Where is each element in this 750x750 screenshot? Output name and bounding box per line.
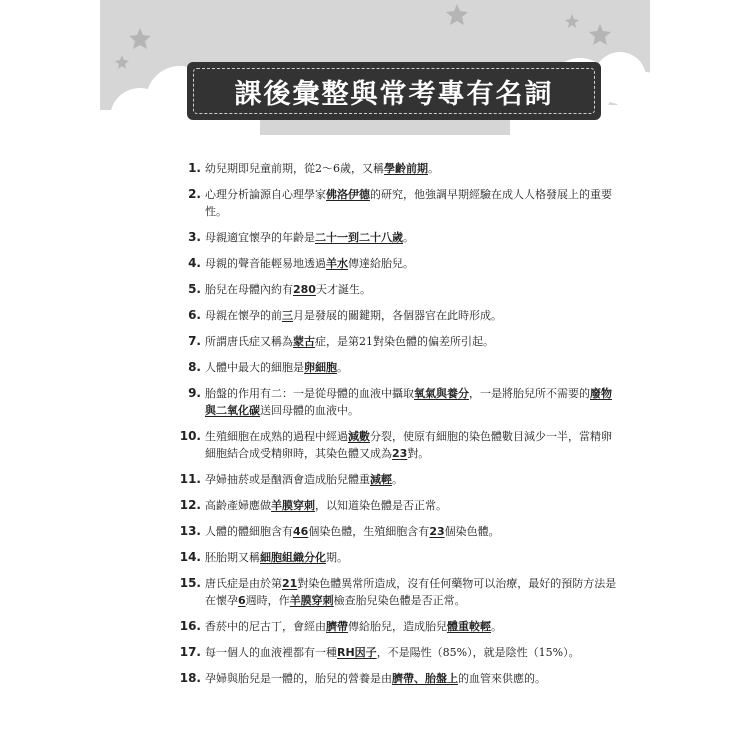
item-text [205, 359, 618, 376]
item-number: 3. [188, 230, 201, 244]
item-text [205, 471, 618, 488]
list-item [178, 497, 618, 514]
item-text [205, 428, 618, 462]
key-term: 蒙古 [293, 335, 315, 348]
item-text-part: 母親在懷孕的前 [205, 309, 282, 322]
item-number: 17. [179, 645, 201, 659]
item-number: 9. [188, 386, 201, 400]
item-text-part: 孕婦與胎兒是一體的，胎兒的營養是由 [205, 672, 392, 685]
item-text-part: 生殖細胞在成熟的過程中經過 [205, 430, 348, 443]
item-text-part: 天才誕生。 [315, 283, 371, 296]
key-term: 二十一到二十八歲 [315, 231, 403, 244]
key-term: 三 [282, 309, 293, 322]
item-text-part: 期。 [326, 551, 348, 564]
page-title: 課後彙整與常考專有名詞 [234, 78, 554, 110]
item-number: 12. [179, 498, 201, 512]
item-number: 8. [188, 360, 201, 374]
key-term: 卵細胞 [304, 361, 337, 374]
item-text-part: 香菸中的尼古丁，會經由 [205, 620, 326, 633]
list-item [178, 186, 618, 220]
item-text-part: 月是發展的關鍵期，各個器官在此時形成。 [293, 309, 502, 322]
item-text [205, 307, 618, 324]
item-number: 7. [188, 334, 201, 348]
list-item [178, 644, 618, 661]
item-text [205, 523, 618, 540]
list-item [178, 359, 618, 376]
item-text-part: 幼兒期即兒童前期，從2～6歲，又稱 [205, 162, 384, 175]
item-text [205, 255, 618, 272]
item-text-part: 孕婦抽菸或是酗酒會造成胎兒體重 [205, 473, 370, 486]
item-number: 14. [179, 550, 201, 564]
key-term: 氧氣與養分 [414, 387, 469, 400]
item-text-part: 傳給胎兒，造成胎兒 [348, 620, 447, 633]
item-text [205, 333, 618, 350]
star-icon [446, 4, 468, 25]
list-item [178, 229, 618, 246]
item-text-part: 人體中最大的細胞是 [205, 361, 304, 374]
key-term: 46 [293, 525, 309, 538]
item-text-part: 症，是第21對染色體的偏差所引起。 [315, 335, 494, 348]
list-item [178, 670, 618, 687]
item-text-part: 傳達給胎兒。 [348, 257, 414, 270]
key-term: 學齡前期 [384, 162, 428, 175]
item-number: 13. [179, 524, 201, 538]
key-term: 羊水 [326, 257, 348, 270]
item-text-part: ，不是陽性（85%），就是陰性（15%）。 [376, 646, 580, 659]
key-term: 臍帶、胎盤上 [392, 672, 458, 685]
item-text-part: 母親適宜懷孕的年齡是 [205, 231, 315, 244]
item-text [205, 497, 618, 514]
item-text-part: 。 [337, 361, 348, 374]
item-text-part: 對染色體異常所造成，沒有任何藥物可以治療，最好的預防方法是在懷孕 [205, 577, 617, 607]
key-term: 羊膜穿刺 [289, 594, 334, 607]
item-text-part: 。 [428, 162, 439, 175]
key-term: 佛洛伊德 [326, 188, 370, 201]
list-item [178, 385, 618, 419]
item-text [205, 644, 618, 661]
key-term: 21 [282, 577, 298, 590]
item-text [205, 575, 618, 609]
list-item [178, 160, 618, 177]
list-item [178, 575, 618, 609]
list-item [178, 281, 618, 298]
key-term: 羊膜穿刺 [271, 499, 315, 512]
key-term: RH因子 [337, 646, 377, 659]
item-text-part: 個染色體。 [444, 525, 500, 538]
list-item [178, 549, 618, 566]
key-term: 減數 [348, 430, 370, 443]
item-text-part: 高齡產婦應做 [205, 499, 271, 512]
key-term: 臍帶 [326, 620, 348, 633]
item-number: 6. [188, 308, 201, 322]
item-text-part: 胚胎期又稱 [205, 551, 260, 564]
item-number: 1. [188, 161, 201, 175]
item-text-part: 送回母體的血液中。 [260, 404, 359, 417]
item-text-part: 的血管來供應的。 [458, 672, 546, 685]
item-number: 2. [188, 187, 201, 201]
item-text-part: 分裂，使原有細胞的染色體數目減少一半，當精卵細胞結合成受精卵時，其染色體又成為 [205, 430, 612, 460]
item-text-part: 。 [392, 473, 403, 486]
list-item [178, 333, 618, 350]
list-item [178, 307, 618, 324]
item-number: 10. [179, 429, 201, 443]
item-number: 11. [179, 472, 201, 486]
item-text-part: 所謂唐氏症又稱為 [205, 335, 293, 348]
item-number: 16. [179, 619, 201, 633]
star-icon [115, 55, 129, 69]
star-icon [129, 28, 151, 49]
item-text [205, 670, 618, 687]
key-term: 23 [392, 447, 408, 460]
item-number: 5. [188, 282, 201, 296]
item-text [205, 618, 618, 635]
item-text-part: 檢查胎兒染色體是否正常。 [333, 594, 466, 607]
list-item [178, 618, 618, 635]
title-box [187, 62, 601, 120]
item-number: 15. [179, 576, 201, 590]
list-item [178, 523, 618, 540]
key-term: 280 [293, 283, 316, 296]
item-text-part: 母親的聲音能輕易地透過 [205, 257, 326, 270]
item-text [205, 385, 618, 419]
item-text-part: 週時，作 [245, 594, 290, 607]
item-text-part: 的研究，他強調早期經驗在成人人格發展上的重要性。 [205, 188, 612, 218]
list-item [178, 471, 618, 488]
item-text-part: 人體的體細胞含有 [205, 525, 293, 538]
item-text-part: 個染色體，生殖細胞含有 [308, 525, 430, 538]
list-item [178, 428, 618, 462]
item-text [205, 229, 618, 246]
item-number: 4. [188, 256, 201, 270]
list-item [178, 255, 618, 272]
star-icon [589, 24, 611, 45]
item-text-part: 胎盤的作用有二：一是從母體的血液中攝取 [205, 387, 414, 400]
item-text-part: 胎兒在母體內約有 [205, 283, 293, 296]
item-text-part: 每一個人的血液裡都有一種 [205, 646, 337, 659]
key-term: 減輕 [370, 473, 392, 486]
item-text-part: ，一是將胎兒所不需要的 [469, 387, 590, 400]
key-term: 細胞組織分化 [260, 551, 326, 564]
term-list [178, 160, 618, 696]
key-term: 23 [429, 525, 445, 538]
item-text-part: 。 [403, 231, 414, 244]
item-text [205, 160, 618, 177]
item-text-part: 。 [491, 620, 502, 633]
star-icon [565, 14, 579, 28]
item-text [205, 186, 618, 220]
item-text-part: 唐氏症是由於第 [205, 577, 282, 590]
key-term: 體重較輕 [447, 620, 491, 633]
item-text-part: ，以知道染色體是否正常。 [315, 499, 447, 512]
key-term: 6 [238, 594, 246, 607]
item-number: 18. [179, 671, 201, 685]
item-text [205, 281, 618, 298]
item-text [205, 549, 618, 566]
item-text-part: 對。 [407, 447, 430, 460]
item-text-part: 心理分析論源自心理學家 [205, 188, 326, 201]
key-term: 廢物與二氧化碳 [205, 387, 612, 417]
